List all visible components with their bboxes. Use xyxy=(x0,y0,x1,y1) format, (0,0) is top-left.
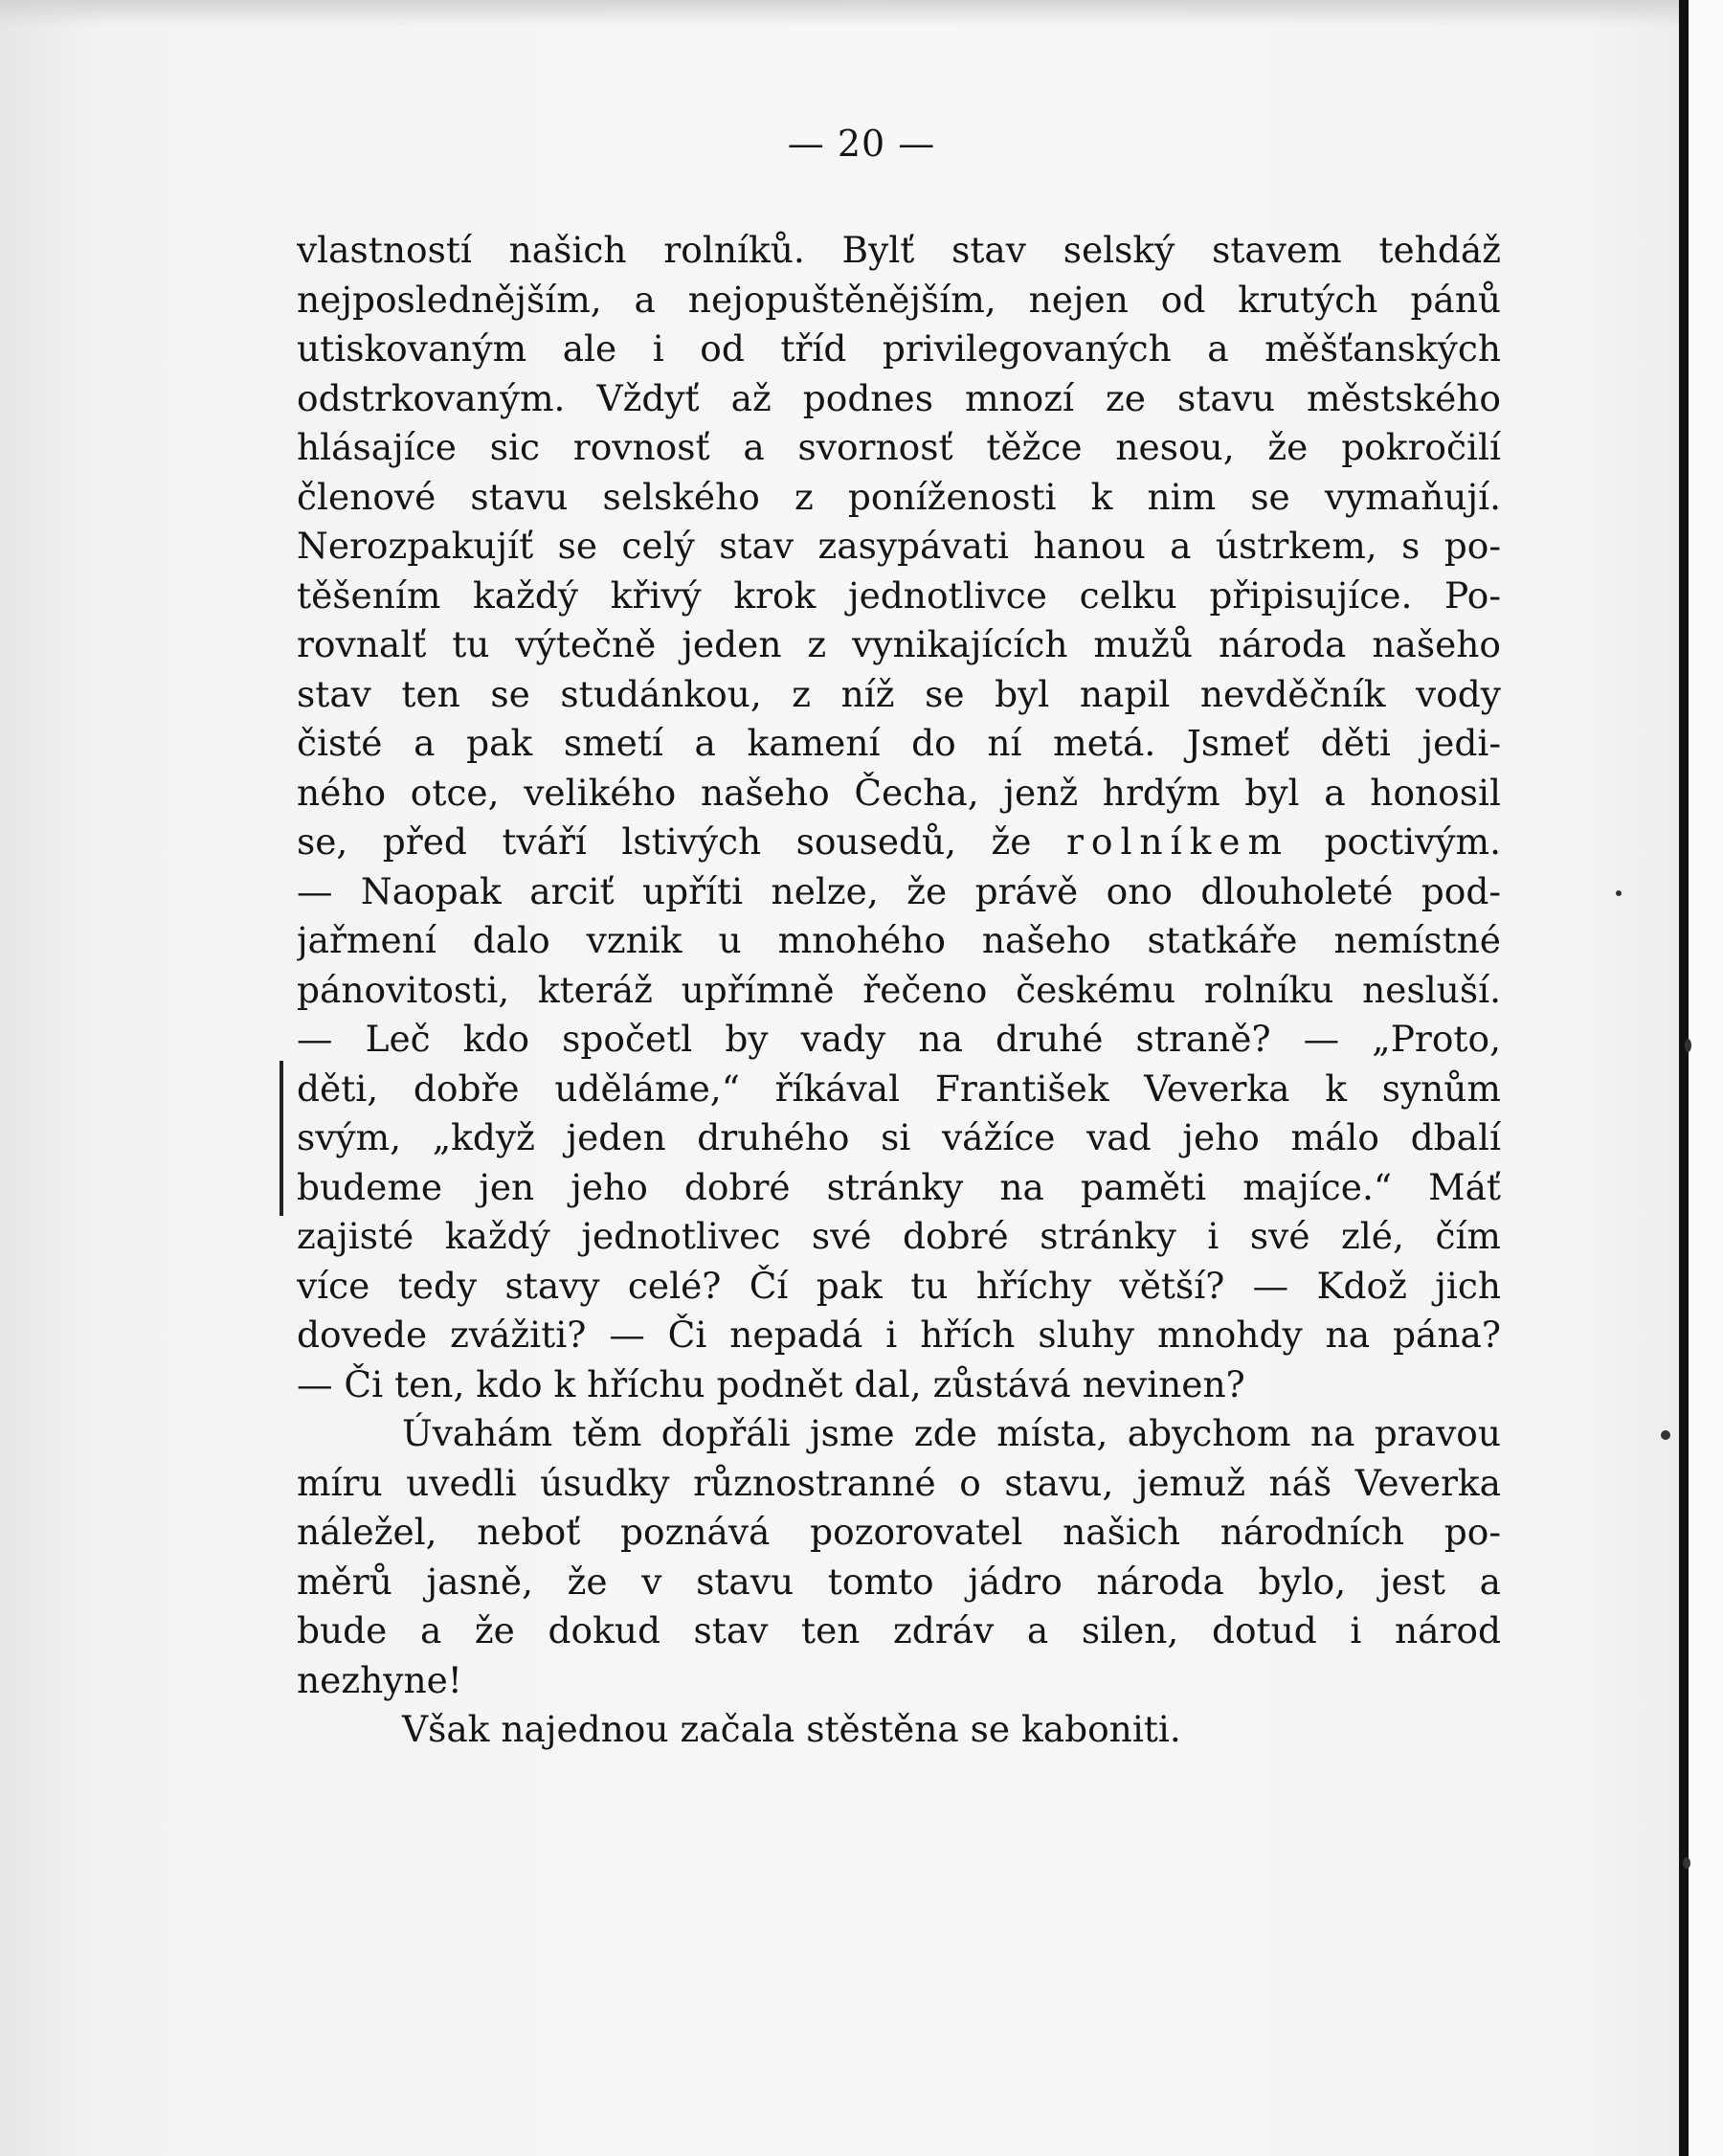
text-line: — Leč kdo spočetl by vady na druhé straně? — „Proto, xyxy=(297,1018,1501,1060)
text-segment: se, před tváří lstivých sousedů, že xyxy=(297,820,1032,863)
text-line: děti, dobře uděláme,“ říkával František Veverka k synům xyxy=(297,1067,1501,1110)
top-shadow xyxy=(0,0,1679,27)
text-line: zajisté každý jednotlivec své dobré stránky i své zlé, čím xyxy=(297,1215,1501,1257)
text-line: — Naopak arciť upříti nelze, že právě ono dlouholeté pod- xyxy=(297,869,1501,912)
text-line: ného otce, velikého našeho Čecha, jenž hrdým byl a honosil xyxy=(297,771,1501,814)
text-line: členové stavu selského z poníženosti k nim se vymaňují. xyxy=(297,475,1501,518)
text-line: míru uvedli úsudky různostranné o stavu, jemuž náš Veverka xyxy=(297,1461,1501,1504)
text-line: náležel, neboť poznává pozorovatel našich národních po- xyxy=(297,1511,1501,1553)
text-line: těšením každý křivý krok jednotlivce celku připisujíce. Po- xyxy=(297,573,1501,617)
margin-mark xyxy=(280,1061,283,1216)
text-line: nezhyne! xyxy=(297,1658,462,1701)
text-line: budeme jen jeho dobré stránky na paměti majíce.“ Máť xyxy=(297,1165,1501,1208)
text-line: Však najednou začala stěstěna se kaboniti. xyxy=(402,1708,1181,1750)
text-line: utiskovaným ale i od tříd privilegovaných a měšťanských xyxy=(297,327,1501,370)
page-outer-margin xyxy=(1689,0,1723,2156)
dust-speck xyxy=(1683,1857,1690,1869)
dust-speck xyxy=(1616,890,1622,896)
text-line: čisté a pak smetí a kamení do ní metá. Jsmeť děti jedi- xyxy=(297,722,1501,764)
text-line: vlastností našich rolníků. Bylť stav selský stavem tehdáž xyxy=(297,229,1501,271)
text-line: měrů jasně, že v stavu tomto jádro národa bylo, jest a xyxy=(297,1560,1501,1603)
text-line: jařmení dalo vznik u mnohého našeho statkáře nemístné xyxy=(297,919,1501,961)
text-line: dovede zvážiti? — Či nepadá i hřích sluhy mnohdy na pána? xyxy=(297,1314,1501,1356)
page-binding-edge xyxy=(1679,0,1689,2156)
text-line: pánovitosti, kteráž upřímně řečeno českému rolníku nesluší. xyxy=(297,968,1501,1011)
text-line: stav ten se studánkou, z níž se byl napil nevděčník vody xyxy=(297,672,1501,715)
text-line: odstrkovaným. Vždyť až podnes mnozí ze stavu městského xyxy=(297,376,1501,419)
text-line: rovnalť tu výtečně jeden z vynikajících mužů národa našeho xyxy=(297,623,1501,665)
text-line: nejposlednějším, a nejopuštěnějším, nejen od krutých pánů xyxy=(297,278,1501,321)
body-text xyxy=(297,226,1501,1755)
dust-speck xyxy=(1661,1430,1670,1440)
emphasized-word: rolníkem xyxy=(1065,820,1290,863)
text-line: hlásajíce sic rovnosť a svornosť těžce nesou, že pokročilí xyxy=(297,426,1501,468)
page-number: — 20 — xyxy=(787,123,936,165)
text-line: — Či ten, kdo k hříchu podnět dal, zůstává nevinen? xyxy=(297,1362,1245,1405)
text-segment: poctivým. xyxy=(1324,820,1501,863)
dust-speck xyxy=(1685,1039,1691,1052)
text-line: Úvahám těm dopřáli jsme zde místa, abychom na pravou xyxy=(402,1412,1501,1454)
text-line: Nerozpakujíť se celý stav zasypávati hanou a ústrkem, s po- xyxy=(297,525,1501,567)
text-line: svým, „když jeden druhého si vážíce vad jeho málo dbalí xyxy=(297,1116,1501,1158)
text-line-spaced xyxy=(297,818,1501,867)
text-line: více tedy stavy celé? Čí pak tu hříchy větší? — Kdož jich xyxy=(297,1264,1501,1307)
text-line: bude a že dokud stav ten zdráv a silen, dotud i národ xyxy=(297,1609,1501,1651)
